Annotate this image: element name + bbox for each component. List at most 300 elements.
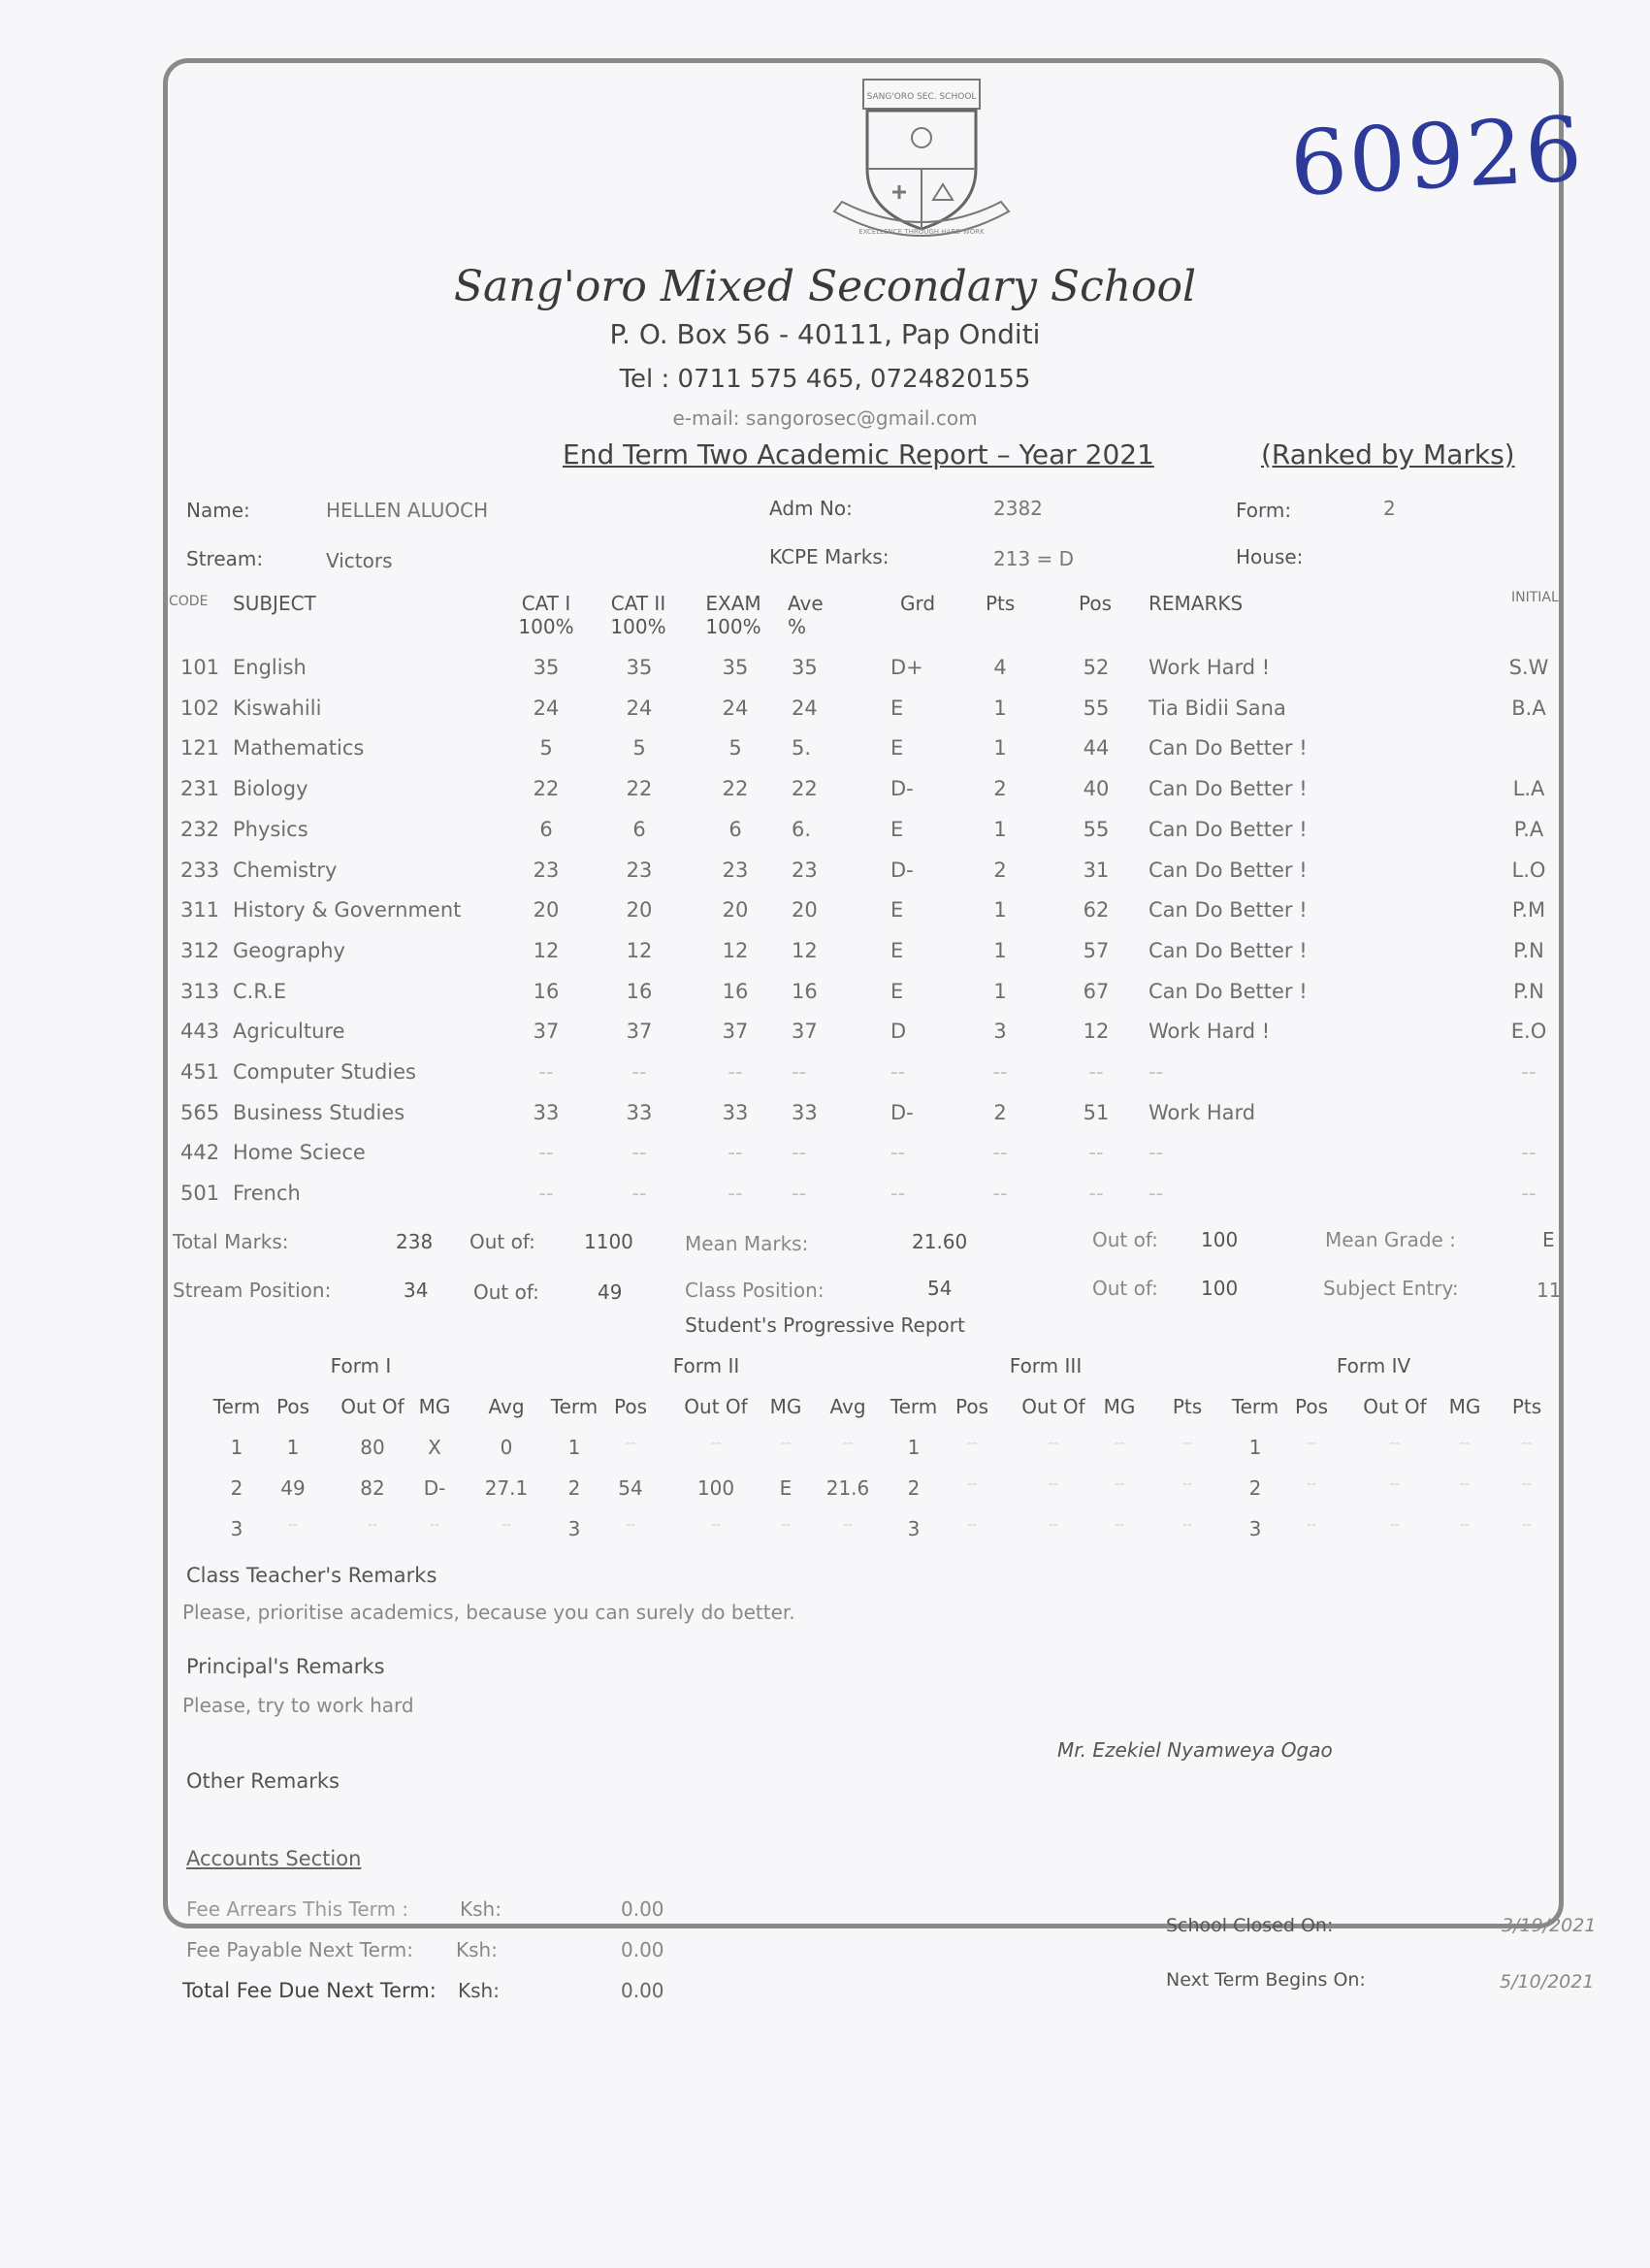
progress-cell: 3	[567, 1517, 581, 1540]
class-out-of: 100	[1201, 1277, 1239, 1300]
progress-column-header: Pos	[954, 1395, 988, 1418]
average-score: 5.	[792, 736, 812, 761]
grade: D-	[890, 858, 914, 882]
subject-name: Chemistry	[233, 858, 338, 882]
total-marks: 238	[396, 1230, 434, 1253]
remarks: Tia Bidii Sana	[1149, 696, 1286, 720]
progress-column-header: Avg	[488, 1395, 525, 1418]
progress-cell: --	[1114, 1476, 1125, 1492]
school-name: Sang'oro Mixed Secondary School	[453, 262, 1197, 311]
progress-cell: --	[1048, 1476, 1059, 1492]
progress-form-header: Form II	[672, 1354, 740, 1377]
progress-cell: --	[501, 1517, 512, 1533]
position: --	[1088, 1182, 1104, 1206]
header-cat2: CAT II 100%	[610, 592, 666, 638]
average-score: 6.	[792, 817, 812, 841]
teacher-initial: E.O	[1510, 1020, 1547, 1044]
grade: --	[890, 1060, 906, 1084]
teacher-initial: P.N	[1513, 938, 1544, 962]
points: 1	[993, 817, 1007, 841]
progress-cell: 3	[907, 1517, 921, 1540]
progress-column-header: MG	[1103, 1395, 1136, 1418]
position: --	[1088, 1141, 1104, 1165]
grade: --	[890, 1141, 906, 1165]
accounts-section-title: Accounts Section	[186, 1847, 362, 1870]
cat2-score: 6	[632, 817, 646, 841]
progress-cell: --	[710, 1517, 722, 1533]
remarks: Can Do Better !	[1149, 938, 1308, 962]
position: 57	[1083, 938, 1110, 962]
subject-name: English	[233, 656, 307, 679]
school-address: P. O. Box 56 - 40111, Pap Onditi	[609, 318, 1041, 350]
exam-score: 16	[722, 979, 749, 1003]
progress-cell: --	[1306, 1436, 1317, 1451]
mean-grade: E	[1542, 1228, 1555, 1251]
average-score: 20	[792, 898, 818, 923]
mean-marks: 21.60	[912, 1230, 968, 1253]
average-score: --	[792, 1060, 807, 1084]
points: --	[992, 1141, 1008, 1165]
progress-cell: --	[1459, 1476, 1471, 1492]
progress-cell: --	[1114, 1517, 1125, 1533]
header-cat1: CAT I 100%	[518, 592, 574, 638]
cat1-score: --	[538, 1182, 554, 1206]
fee-payable-amount: 0.00	[621, 1938, 664, 1961]
progress-cell: 1	[1248, 1436, 1262, 1459]
average-score: 37	[792, 1020, 818, 1044]
points: 1	[993, 938, 1007, 962]
cat2-score: 24	[626, 696, 653, 720]
exam-score: 23	[722, 858, 749, 882]
form-value: 2	[1383, 497, 1396, 520]
position: 40	[1083, 777, 1110, 801]
fee-arrears-currency: Ksh:	[460, 1897, 501, 1921]
remarks: --	[1149, 1182, 1164, 1206]
report-ranking: (Ranked by Marks)	[1261, 438, 1515, 470]
grade: D-	[890, 1100, 914, 1124]
header-remarks: REMARKS	[1149, 592, 1244, 615]
cat2-score: --	[631, 1182, 647, 1206]
progress-cell: 49	[280, 1476, 306, 1500]
progress-column-header: Pos	[613, 1395, 647, 1418]
points: 2	[993, 858, 1007, 882]
progress-cell: --	[625, 1517, 636, 1533]
principal-remarks: Please, try to work hard	[182, 1694, 414, 1717]
header-ave: Ave %	[788, 592, 824, 638]
progress-cell: --	[1459, 1436, 1471, 1451]
cat2-score: 37	[626, 1020, 653, 1044]
grade: E	[890, 898, 904, 923]
progress-cell: E	[779, 1476, 793, 1500]
cat2-score: 35	[626, 656, 653, 679]
cat2-score: --	[631, 1060, 647, 1084]
progress-cell: --	[842, 1517, 854, 1533]
cat2-score: 12	[626, 938, 653, 962]
remarks: Can Do Better !	[1149, 817, 1308, 841]
cat1-score: --	[538, 1060, 554, 1084]
points: 1	[993, 736, 1007, 761]
progress-cell: 2	[230, 1476, 243, 1500]
exam-score: 22	[722, 777, 749, 801]
cat1-score: 35	[533, 656, 560, 679]
progress-cell: 82	[360, 1476, 385, 1500]
progress-cell: --	[1114, 1436, 1125, 1451]
progress-column-header: Out Of	[1363, 1395, 1427, 1418]
progress-cell: 3	[1248, 1517, 1262, 1540]
cat1-score: 24	[533, 696, 560, 720]
position: 52	[1083, 656, 1110, 679]
subject-code: 232	[180, 817, 220, 841]
cat1-score: 5	[539, 736, 553, 761]
cat2-score: 33	[626, 1100, 653, 1124]
position: 31	[1083, 858, 1110, 882]
progress-cell: --	[710, 1436, 722, 1451]
total-fee-due-currency: Ksh:	[458, 1979, 500, 2002]
teacher-initial: P.N	[1513, 979, 1544, 1003]
remarks: Can Do Better !	[1149, 858, 1308, 882]
progress-cell: 1	[567, 1436, 581, 1459]
points: 2	[993, 777, 1007, 801]
points: --	[992, 1182, 1008, 1206]
grade: D+	[890, 656, 923, 679]
points: --	[992, 1060, 1008, 1084]
progress-cell: --	[1389, 1436, 1401, 1451]
average-score: 24	[792, 696, 818, 720]
teacher-initial: --	[1521, 1182, 1537, 1206]
teacher-initial: P.M	[1511, 898, 1546, 923]
grade: E	[890, 938, 904, 962]
cat1-score: 16	[533, 979, 560, 1003]
progress-cell: --	[1048, 1436, 1059, 1451]
adm-number: 2382	[993, 497, 1043, 520]
remarks: Work Hard	[1149, 1100, 1256, 1124]
remarks: Can Do Better !	[1149, 736, 1308, 761]
grade: E	[890, 736, 904, 761]
cat1-score: 33	[533, 1100, 560, 1124]
subject-code: 501	[180, 1182, 220, 1206]
exam-score: 12	[722, 938, 749, 962]
points: 1	[993, 696, 1007, 720]
progress-form-header: Form III	[1009, 1354, 1083, 1377]
subject-name: Kiswahili	[233, 696, 322, 720]
mean-grade-label: Mean Grade :	[1325, 1228, 1456, 1251]
subject-name: Business Studies	[233, 1100, 405, 1124]
progress-cell: 80	[360, 1436, 385, 1459]
grade: --	[890, 1182, 906, 1206]
remarks: Can Do Better !	[1149, 898, 1308, 923]
subject-code: 443	[180, 1020, 220, 1044]
progress-cell: 1	[286, 1436, 300, 1459]
stream-position-label: Stream Position:	[173, 1279, 332, 1302]
teacher-initial: L.A	[1512, 777, 1545, 801]
total-fee-due-amount: 0.00	[621, 1979, 664, 2002]
progress-cell: 27.1	[484, 1476, 529, 1500]
progress-cell: 2	[907, 1476, 921, 1500]
progress-form-header: Form I	[330, 1354, 392, 1377]
progress-column-header: MG	[418, 1395, 451, 1418]
remarks: Can Do Better !	[1149, 979, 1308, 1003]
fee-arrears-label: Fee Arrears This Term :	[186, 1897, 409, 1921]
grade: D-	[890, 777, 914, 801]
svg-text:EXCELLENCE THROUGH HARD WORK: EXCELLENCE THROUGH HARD WORK	[858, 228, 985, 236]
position: 55	[1083, 817, 1110, 841]
stream-value: Victors	[326, 549, 393, 572]
fee-payable-label: Fee Payable Next Term:	[186, 1938, 413, 1961]
header-initial: INITIAL	[1511, 590, 1559, 605]
remarks: Work Hard !	[1149, 656, 1271, 679]
average-score: 16	[792, 979, 818, 1003]
subject-entry-label: Subject Entry:	[1323, 1277, 1459, 1300]
grade: D	[890, 1020, 907, 1044]
cat1-score: --	[538, 1141, 554, 1165]
exam-score: --	[728, 1141, 743, 1165]
subject-code: 121	[180, 736, 220, 761]
stream-out-of: 49	[598, 1280, 623, 1304]
fee-payable-currency: Ksh:	[456, 1938, 498, 1961]
progress-cell: --	[367, 1517, 378, 1533]
progress-cell: --	[1306, 1476, 1317, 1492]
progress-column-header: Out Of	[340, 1395, 404, 1418]
svg-text:SANG'ORO SEC. SCHOOL: SANG'ORO SEC. SCHOOL	[866, 92, 977, 102]
grade: E	[890, 696, 904, 720]
average-score: 22	[792, 777, 818, 801]
average-score: 33	[792, 1100, 818, 1124]
cat1-score: 22	[533, 777, 560, 801]
fee-arrears-amount: 0.00	[621, 1897, 664, 1921]
adm-label: Adm No:	[769, 497, 853, 520]
kcpe-label: KCPE Marks:	[769, 545, 890, 568]
school-crest-logo	[825, 76, 1019, 243]
subject-code: 565	[180, 1100, 220, 1124]
remarks: --	[1149, 1141, 1164, 1165]
progress-cell: 0	[500, 1436, 513, 1459]
class-teacher-remarks: Please, prioritise academics, because you can surely do better.	[182, 1601, 795, 1624]
mean-out-of: 100	[1201, 1228, 1239, 1251]
total-out-of-label: Out of:	[469, 1230, 535, 1253]
house-label: House:	[1236, 545, 1304, 568]
grade: E	[890, 817, 904, 841]
cat1-score: 20	[533, 898, 560, 923]
subject-code: 231	[180, 777, 220, 801]
points: 4	[993, 656, 1007, 679]
progress-column-header: Term	[1231, 1395, 1279, 1418]
total-marks-label: Total Marks:	[173, 1230, 289, 1253]
exam-score: --	[728, 1182, 743, 1206]
header-pos: Pos	[1079, 592, 1113, 615]
progress-cell: 2	[567, 1476, 581, 1500]
subject-name: Biology	[233, 777, 308, 801]
subject-name: Physics	[233, 817, 308, 841]
progress-column-header: Out Of	[1021, 1395, 1085, 1418]
class-position: 54	[927, 1277, 953, 1300]
exam-score: 20	[722, 898, 749, 923]
cat2-score: 22	[626, 777, 653, 801]
header-code: CODE	[169, 594, 209, 609]
exam-score: 35	[722, 656, 749, 679]
report-title: End Term Two Academic Report – Year 2021	[563, 438, 1154, 470]
progress-cell: --	[842, 1436, 854, 1451]
exam-score: --	[728, 1060, 743, 1084]
cat2-score: 16	[626, 979, 653, 1003]
progress-cell: --	[1048, 1517, 1059, 1533]
position: 62	[1083, 898, 1110, 923]
cat2-score: 20	[626, 898, 653, 923]
exam-score: 6	[728, 817, 742, 841]
subject-code: 451	[180, 1060, 220, 1084]
progress-column-header: MG	[1448, 1395, 1481, 1418]
cat1-score: 6	[539, 817, 553, 841]
subject-code: 102	[180, 696, 220, 720]
subject-code: 101	[180, 656, 220, 679]
principal-name: Mr. Ezekiel Nyamweya Ogao	[1057, 1738, 1333, 1762]
points: 1	[993, 898, 1007, 923]
school-telephone: Tel : 0711 575 465, 0724820155	[619, 365, 1031, 394]
header-grd: Grd	[900, 592, 936, 615]
subject-code: 312	[180, 938, 220, 962]
cat2-score: 23	[626, 858, 653, 882]
school-closed-label: School Closed On:	[1166, 1915, 1334, 1936]
cat1-score: 23	[533, 858, 560, 882]
average-score: 35	[792, 656, 818, 679]
cat1-score: 12	[533, 938, 560, 962]
progress-column-header: Term	[212, 1395, 261, 1418]
form-label: Form:	[1236, 499, 1292, 522]
principal-remarks-label: Principal's Remarks	[186, 1655, 385, 1678]
progress-cell: --	[780, 1436, 792, 1451]
progress-cell: --	[287, 1517, 299, 1533]
exam-score: 33	[722, 1100, 749, 1124]
header-exam: EXAM 100%	[705, 592, 761, 638]
points: 2	[993, 1100, 1007, 1124]
progress-cell: 3	[230, 1517, 243, 1540]
progress-cell: --	[1389, 1476, 1401, 1492]
progress-cell: --	[625, 1436, 636, 1451]
handwritten-reference-number: 60926	[1287, 97, 1587, 216]
stream-position: 34	[404, 1279, 429, 1302]
progress-cell: --	[1521, 1436, 1533, 1451]
progress-form-header: Form IV	[1336, 1354, 1411, 1377]
progress-cell: 100	[696, 1476, 735, 1500]
average-score: 23	[792, 858, 818, 882]
progress-cell: --	[1389, 1517, 1401, 1533]
subject-code: 233	[180, 858, 220, 882]
progress-cell: --	[1306, 1517, 1317, 1533]
average-score: 12	[792, 938, 818, 962]
position: 67	[1083, 979, 1110, 1003]
school-email: e-mail: sangorosec@gmail.com	[672, 406, 978, 430]
progress-cell: --	[966, 1436, 978, 1451]
progress-cell: X	[428, 1436, 441, 1459]
position: 44	[1083, 736, 1110, 761]
progress-cell: 21.6	[825, 1476, 870, 1500]
subject-name: Geography	[233, 938, 345, 962]
subject-name: Agriculture	[233, 1020, 345, 1044]
stream-out-of-label: Out of:	[473, 1280, 539, 1304]
progress-cell: --	[1181, 1436, 1193, 1451]
progress-cell: --	[780, 1517, 792, 1533]
other-remarks-label: Other Remarks	[186, 1769, 340, 1793]
grade: E	[890, 979, 904, 1003]
name-label: Name:	[186, 499, 250, 522]
progress-cell: --	[429, 1517, 440, 1533]
stream-label: Stream:	[186, 547, 264, 570]
remarks: --	[1149, 1060, 1164, 1084]
position: --	[1088, 1060, 1104, 1084]
teacher-initial: --	[1521, 1060, 1537, 1084]
subject-name: Home Sciece	[233, 1141, 366, 1165]
progress-column-header: Avg	[829, 1395, 866, 1418]
class-position-label: Class Position:	[685, 1279, 825, 1302]
points: 3	[993, 1020, 1007, 1044]
progress-title: Student's Progressive Report	[685, 1313, 965, 1337]
subject-name: Mathematics	[233, 736, 365, 761]
next-term-label: Next Term Begins On:	[1166, 1969, 1366, 1991]
progress-column-header: Term	[550, 1395, 599, 1418]
teacher-initial: L.O	[1511, 858, 1546, 882]
cat1-score: 37	[533, 1020, 560, 1044]
student-name: HELLEN ALUOCH	[326, 499, 489, 522]
mean-out-of-label: Out of:	[1092, 1228, 1158, 1251]
kcpe-value: 213 = D	[993, 547, 1075, 570]
progress-cell: 2	[1248, 1476, 1262, 1500]
subject-name: French	[233, 1182, 301, 1206]
progress-cell: 1	[907, 1436, 921, 1459]
subject-name: Computer Studies	[233, 1060, 416, 1084]
progress-cell: --	[1521, 1517, 1533, 1533]
total-out-of: 1100	[584, 1230, 633, 1253]
position: 51	[1083, 1100, 1110, 1124]
subject-entry: 11	[1537, 1279, 1562, 1302]
position: 12	[1083, 1020, 1110, 1044]
progress-cell: --	[966, 1476, 978, 1492]
subject-code: 311	[180, 898, 220, 923]
school-closed-date: 3/19/2021	[1502, 1915, 1597, 1936]
teacher-initial: P.A	[1513, 817, 1544, 841]
subject-code: 442	[180, 1141, 220, 1165]
progress-column-header: Pts	[1511, 1395, 1542, 1418]
total-fee-due-label: Total Fee Due Next Term:	[182, 1979, 437, 2002]
progress-column-header: MG	[769, 1395, 802, 1418]
subject-name: C.R.E	[233, 979, 287, 1003]
exam-score: 24	[722, 696, 749, 720]
progress-cell: --	[966, 1517, 978, 1533]
exam-score: 37	[722, 1020, 749, 1044]
remarks: Work Hard !	[1149, 1020, 1271, 1044]
header-subject: SUBJECT	[233, 592, 316, 615]
cat2-score: --	[631, 1141, 647, 1165]
progress-cell: 54	[618, 1476, 643, 1500]
teacher-initial: --	[1521, 1141, 1537, 1165]
mean-marks-label: Mean Marks:	[685, 1232, 809, 1255]
cat2-score: 5	[632, 736, 646, 761]
progress-column-header: Pos	[275, 1395, 309, 1418]
progress-column-header: Term	[890, 1395, 938, 1418]
progress-column-header: Pts	[1172, 1395, 1203, 1418]
position: 55	[1083, 696, 1110, 720]
teacher-initial: B.A	[1511, 696, 1546, 720]
next-term-date: 5/10/2021	[1500, 1971, 1595, 1993]
progress-cell: --	[1521, 1476, 1533, 1492]
progress-column-header: Out Of	[684, 1395, 748, 1418]
remarks: Can Do Better !	[1149, 777, 1308, 801]
average-score: --	[792, 1141, 807, 1165]
subject-name: History & Government	[233, 898, 462, 923]
progress-cell: --	[1181, 1517, 1193, 1533]
subject-code: 313	[180, 979, 220, 1003]
progress-cell: --	[1459, 1517, 1471, 1533]
average-score: --	[792, 1182, 807, 1206]
progress-cell: 1	[230, 1436, 243, 1459]
